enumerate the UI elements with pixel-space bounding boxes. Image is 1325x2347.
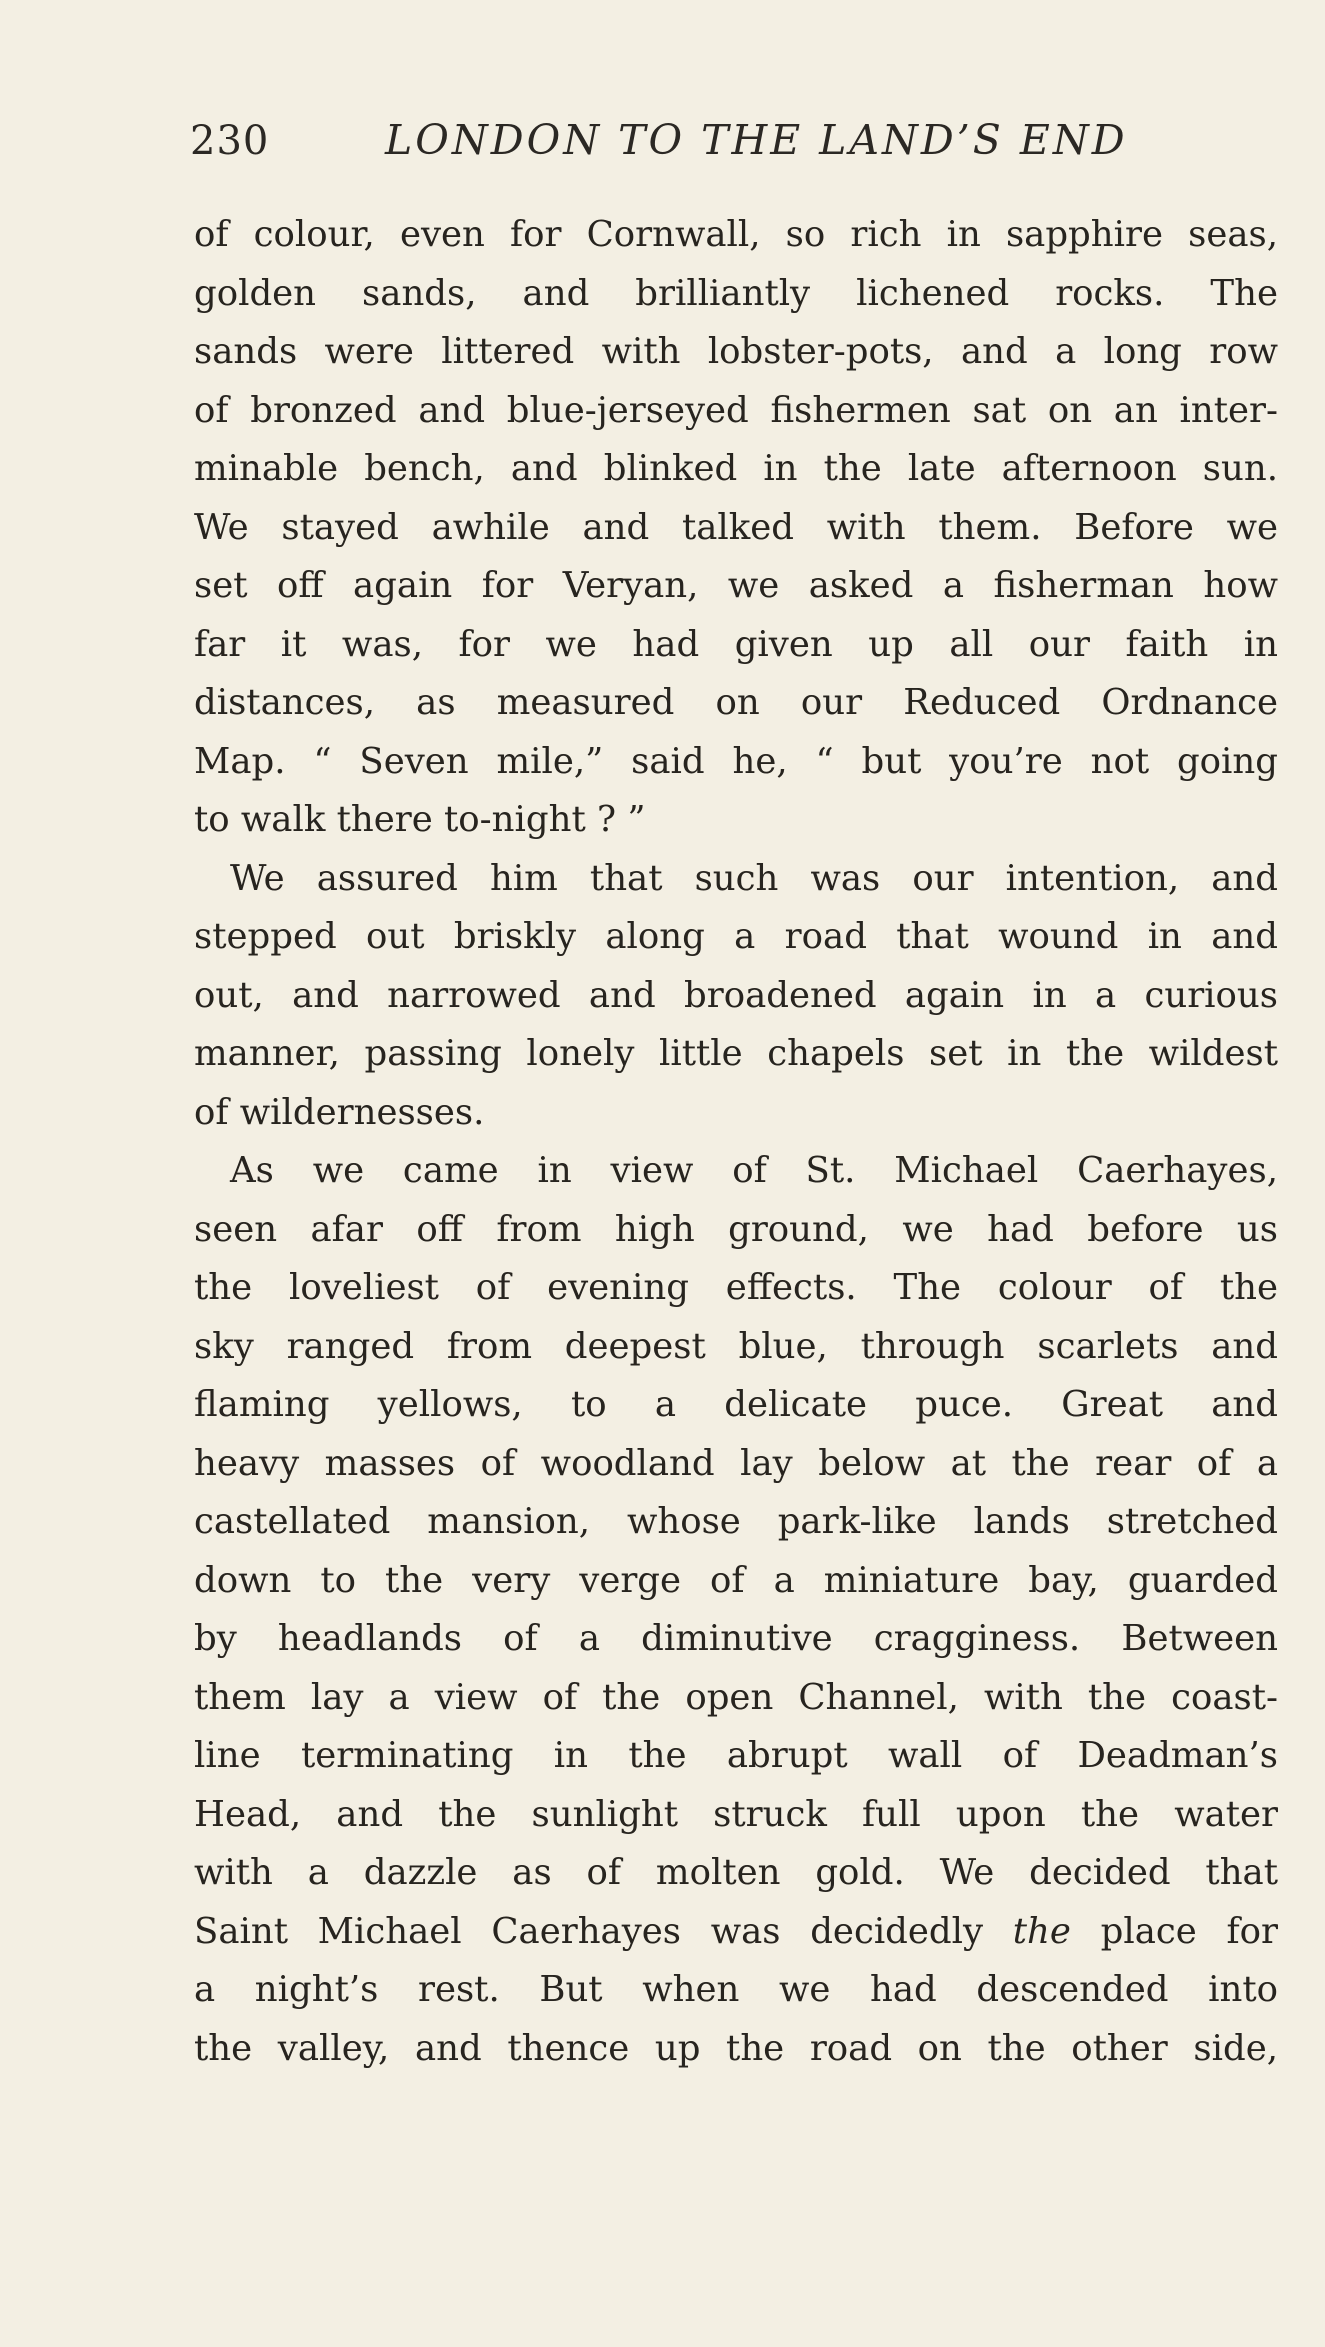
text-line: far it was, for we had given up all our faith in <box>194 623 1278 665</box>
text-line: with a dazzle as of molten gold. We decided that <box>194 1852 1278 1893</box>
text-line: flaming yellows, to a delicate puce. Great and <box>194 1384 1278 1425</box>
text-line: a night’s rest. But when we had descended into <box>194 1969 1278 2010</box>
page-number: 230 <box>190 118 270 164</box>
text-line: of wildernesses. <box>194 1091 485 1133</box>
text-line: of bronzed and blue-jerseyed fishermen sat on an inter- <box>194 389 1278 431</box>
text-line: them lay a view of the open Channel, with the coast- <box>194 1676 1278 1718</box>
running-head <box>190 116 1128 176</box>
text-line: seen afar off from high ground, we had before us <box>194 1208 1278 1250</box>
text-line: heavy masses of woodland lay below at the rear of a <box>194 1442 1278 1484</box>
body-text <box>194 206 1278 2078</box>
text-line: to walk there to-night ? ” <box>194 799 646 840</box>
text-line: stepped out briskly along a road that wound in and <box>194 916 1278 957</box>
text-line: distances, as measured on our Reduced Ordnance <box>194 682 1278 723</box>
text-line: Map. “ Seven mile,” said he, “ but you’re not going <box>194 740 1278 782</box>
text-line: minable bench, and blinked in the late afternoon sun. <box>194 448 1278 489</box>
text-line: the valley, and thence up the road on the other side, <box>194 2027 1278 2069</box>
text-line: line terminating in the abrupt wall of Deadman’s <box>194 1735 1278 1776</box>
text-line: sands were littered with lobster-pots, and a long row <box>194 331 1278 372</box>
text-line: Head, and the sunlight struck full upon the water <box>194 1793 1278 1835</box>
text-line: We stayed awhile and talked with them. Before we <box>194 506 1278 548</box>
text-segment: place for <box>1100 1910 1278 1952</box>
text-line: down to the very verge of a miniature bay, guarded <box>194 1559 1278 1601</box>
text-line: sky ranged from deepest blue, through scarlets and <box>194 1325 1278 1367</box>
text-line: set off again for Veryan, we asked a fisherman how <box>194 565 1278 606</box>
text-line: castellated mansion, whose park-like lands stretched <box>194 1501 1278 1542</box>
text-line: We assured him that such was our intention, and <box>230 857 1278 899</box>
text-line: by headlands of a diminutive cragginess. Between <box>194 1618 1278 1659</box>
text-line <box>194 1903 1278 1962</box>
text-line: of colour, even for Cornwall, so rich in sapphire seas, <box>194 214 1278 255</box>
italic-text: the <box>1012 1910 1071 1952</box>
text-line: golden sands, and brilliantly lichened rocks. The <box>194 272 1278 314</box>
text-segment: Saint Michael Caerhayes was decidedly <box>194 1910 984 1952</box>
text-line: out, and narrowed and broadened again in a curious <box>194 974 1278 1016</box>
text-line: the loveliest of evening effects. The colour of the <box>194 1267 1278 1308</box>
running-title: LONDON TO THE LAND’S END <box>385 116 1128 164</box>
text-line: As we came in view of St. Michael Caerhayes, <box>230 1150 1278 1191</box>
text-line: manner, passing lonely little chapels set in the wildest <box>194 1033 1278 1074</box>
